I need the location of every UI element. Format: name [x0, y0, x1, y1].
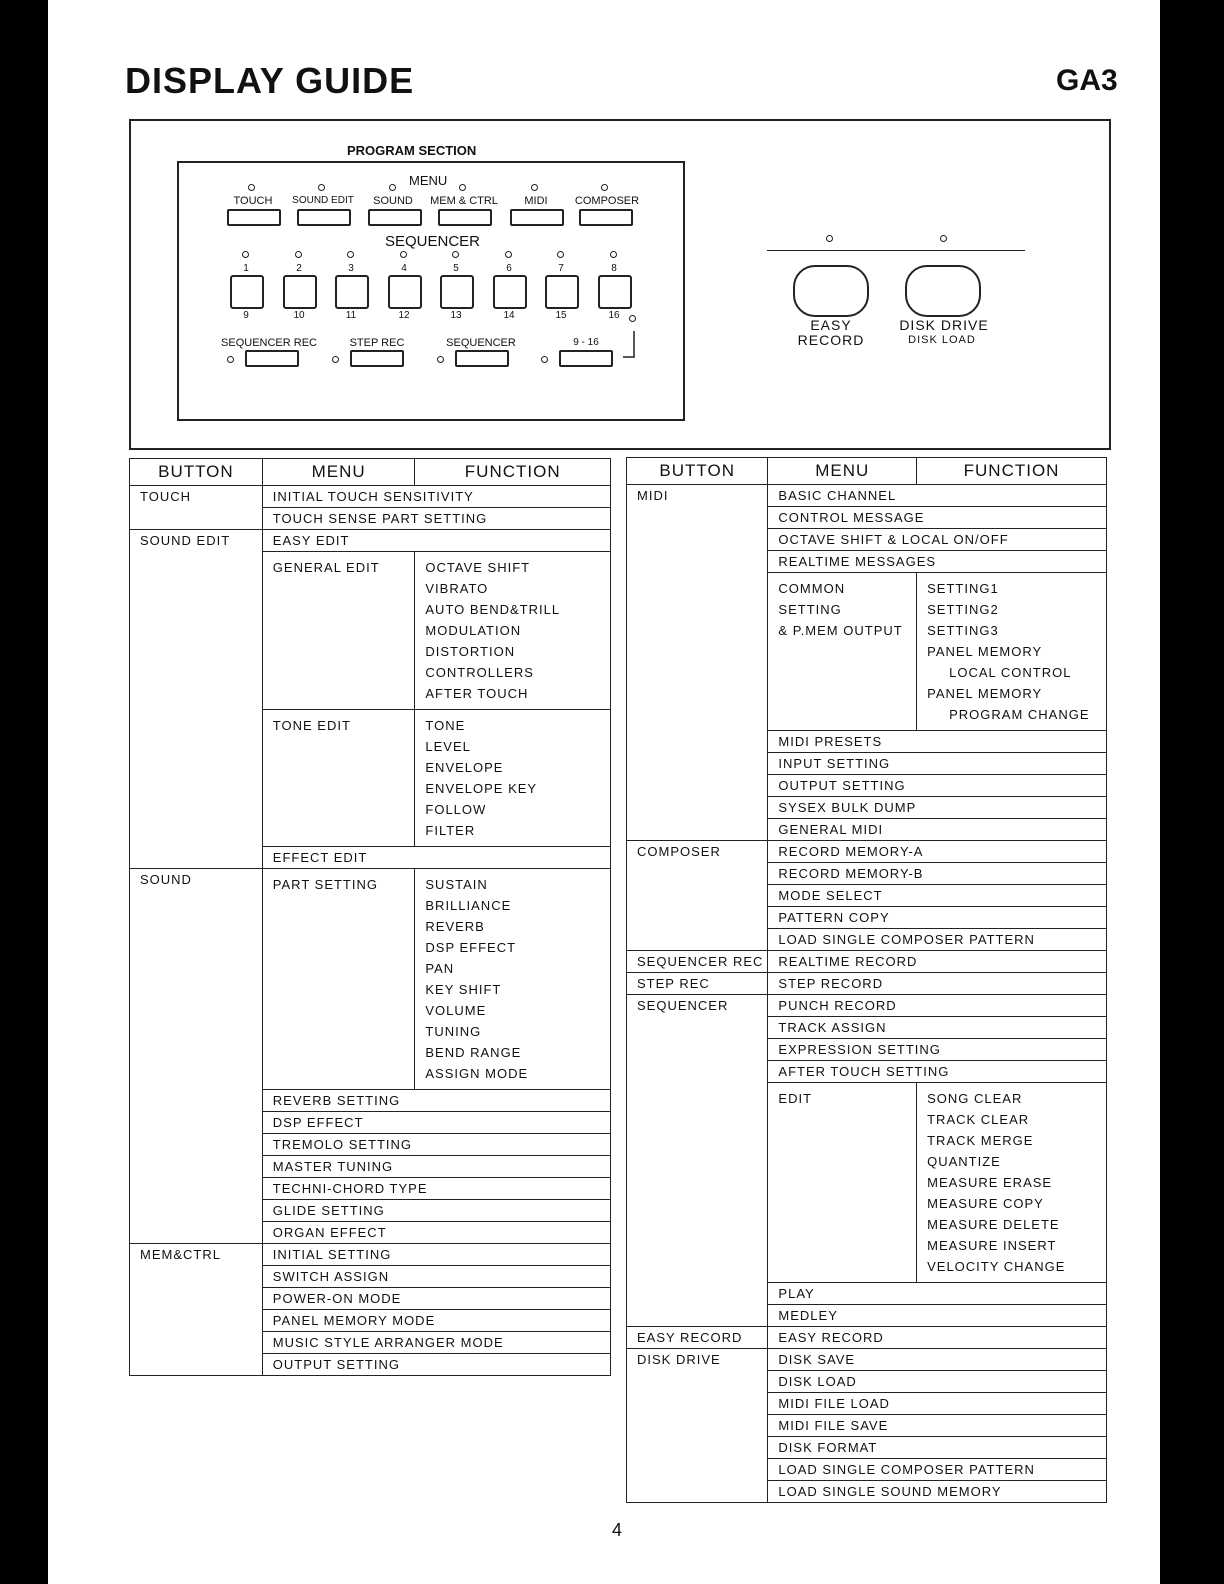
track-9-16-led — [629, 315, 636, 322]
menu-item: EXPRESSION SETTING — [768, 1039, 1107, 1061]
function-item: MEASURE ERASE — [927, 1175, 1053, 1190]
menu-item: EASY EDIT — [262, 530, 610, 552]
button-easy-record: EASY RECORD — [627, 1327, 768, 1349]
step-rec-led — [332, 356, 339, 363]
midi-led — [531, 184, 538, 191]
mem-ctrl-button-label: MEM & CTRL — [430, 195, 498, 207]
program-section-box — [177, 161, 685, 421]
menu-item: INITIAL SETTING — [262, 1244, 610, 1266]
track-label-3: 3 — [348, 263, 354, 274]
menu-item: BASIC CHANNEL — [768, 485, 1107, 507]
touch-button-label: TOUCH — [233, 195, 273, 207]
menu-item: SYSEX BULK DUMP — [768, 797, 1107, 819]
function-item: SETTING2 — [927, 602, 999, 617]
menu-item: MEDLEY — [768, 1305, 1107, 1327]
track-label-7: 7 — [558, 263, 564, 274]
menu-item: MODE SELECT — [768, 885, 1107, 907]
sequencer-rec-button[interactable] — [245, 350, 299, 367]
sound-led — [389, 184, 396, 191]
menu-item: EDIT — [768, 1083, 917, 1283]
function-item: CONTROLLERS — [425, 665, 534, 680]
track-5-13-button[interactable] — [440, 275, 474, 309]
function-item: KEY SHIFT — [425, 982, 502, 997]
menu-item: MUSIC STYLE ARRANGER MODE — [262, 1332, 610, 1354]
function-item: PROGRAM CHANGE — [949, 707, 1090, 722]
composer-button[interactable] — [579, 209, 633, 226]
menu-item: EASY RECORD — [768, 1327, 1107, 1349]
sound-edit-led — [318, 184, 325, 191]
left-guide-table — [129, 458, 611, 1376]
menu-item: REALTIME RECORD — [768, 951, 1107, 973]
menu-item: STEP RECORD — [768, 973, 1107, 995]
nine-sixteen-led — [541, 356, 548, 363]
track-label-15: 15 — [555, 310, 567, 321]
disk-load-label: DISK LOAD — [908, 334, 976, 346]
track-8-16-button[interactable] — [598, 275, 632, 309]
mem-ctrl-button[interactable] — [438, 209, 492, 226]
nine-sixteen-button[interactable] — [559, 350, 613, 367]
button-sequencer: SEQUENCER — [627, 995, 768, 1327]
easy-record-led — [826, 235, 833, 242]
sequencer-label: SEQUENCER — [385, 233, 481, 250]
track-label-9: 9 — [243, 310, 249, 321]
menu-item: GLIDE SETTING — [262, 1200, 610, 1222]
menu-item: GENERAL EDIT — [262, 552, 415, 710]
menu-item: MIDI FILE LOAD — [768, 1393, 1107, 1415]
function-item: MEASURE INSERT — [927, 1238, 1057, 1253]
track-label-2: 2 — [296, 263, 302, 274]
nine-sixteen-label: 9 - 16 — [573, 337, 599, 348]
track-4-led — [400, 251, 407, 258]
function-item: QUANTIZE — [927, 1154, 1001, 1169]
right-guide-table — [626, 457, 1107, 1503]
button-mem-ctrl: MEM&CTRL — [130, 1244, 263, 1376]
function-item: BEND RANGE — [425, 1045, 522, 1060]
menu-item: PART SETTING — [262, 869, 415, 1090]
sequencer-rec-label: SEQUENCER REC — [221, 337, 317, 349]
header-function: FUNCTION — [917, 458, 1107, 485]
function-item: SONG CLEAR — [927, 1091, 1023, 1106]
composer-led — [601, 184, 608, 191]
function-item: ASSIGN MODE — [425, 1066, 529, 1081]
model-name: GA3 — [1056, 64, 1118, 97]
function-item: LEVEL — [425, 739, 471, 754]
midi-button[interactable] — [510, 209, 564, 226]
function-item: TRACK CLEAR — [927, 1112, 1030, 1127]
midi-button-label: MIDI — [524, 195, 548, 207]
function-item: TUNING — [425, 1024, 482, 1039]
menu-item: REVERB SETTING — [262, 1090, 610, 1112]
menu-item-common-setting — [768, 573, 917, 731]
function-item: PANEL MEMORY — [927, 644, 1043, 659]
button-composer: COMPOSER — [627, 841, 768, 951]
menu-item: GENERAL MIDI — [768, 819, 1107, 841]
button-step-rec: STEP REC — [627, 973, 768, 995]
track-6-14-button[interactable] — [493, 275, 527, 309]
menu-item: DISK LOAD — [768, 1371, 1107, 1393]
track-label-1: 1 — [243, 263, 249, 274]
function-item: SETTING1 — [927, 581, 999, 596]
track-3-11-button[interactable] — [335, 275, 369, 309]
menu-item: ORGAN EFFECT — [262, 1222, 610, 1244]
track-1-led — [242, 251, 249, 258]
track-label-11: 11 — [345, 310, 357, 321]
function-item: TONE — [425, 718, 466, 733]
track-label-6: 6 — [506, 263, 512, 274]
sequencer-button-label: SEQUENCER — [446, 337, 516, 349]
disk-drive-led — [940, 235, 947, 242]
header-button: BUTTON — [627, 458, 768, 485]
menu-item: TONE EDIT — [262, 710, 415, 847]
function-list — [917, 1083, 1107, 1283]
menu-item: TRACK ASSIGN — [768, 1017, 1107, 1039]
menu-item: RECORD MEMORY-A — [768, 841, 1107, 863]
menu-item: PANEL MEMORY MODE — [262, 1310, 610, 1332]
track-6-led — [505, 251, 512, 258]
easy-label: EASY — [810, 317, 852, 333]
function-item: SUSTAIN — [425, 877, 488, 892]
menu-item: SWITCH ASSIGN — [262, 1266, 610, 1288]
function-item: DISTORTION — [425, 644, 516, 659]
divider-line — [767, 250, 1025, 251]
menu-item: INPUT SETTING — [768, 753, 1107, 775]
page-number: 4 — [612, 1520, 623, 1540]
menu-item: MASTER TUNING — [262, 1156, 610, 1178]
touch-led — [248, 184, 255, 191]
menu-item: TECHNI-CHORD TYPE — [262, 1178, 610, 1200]
button-midi: MIDI — [627, 485, 768, 841]
sequencer-rec-led — [227, 356, 234, 363]
sequencer-led — [437, 356, 444, 363]
function-item: AUTO BEND&TRILL — [425, 602, 561, 617]
menu-item: EFFECT EDIT — [262, 847, 610, 869]
function-item: ENVELOPE — [425, 760, 504, 775]
track-label-12: 12 — [398, 310, 410, 321]
menu-item: DISK SAVE — [768, 1349, 1107, 1371]
sound-button-label: SOUND — [373, 195, 413, 207]
menu-item: PLAY — [768, 1283, 1107, 1305]
function-item: DSP EFFECT — [425, 940, 517, 955]
menu-item: OCTAVE SHIFT & LOCAL ON/OFF — [768, 529, 1107, 551]
function-list — [415, 710, 611, 847]
function-item: AFTER TOUCH — [425, 686, 529, 701]
function-item: TRACK MERGE — [927, 1133, 1034, 1148]
menu-item: OUTPUT SETTING — [262, 1354, 610, 1376]
track-label-13: 13 — [450, 310, 462, 321]
menu-line: COMMON SETTING — [778, 581, 846, 617]
menu-item: LOAD SINGLE COMPOSER PATTERN — [768, 1459, 1107, 1481]
menu-item: PATTERN COPY — [768, 907, 1107, 929]
scan-edge-left — [0, 0, 48, 1584]
sound-button[interactable] — [368, 209, 422, 226]
function-item: PAN — [425, 961, 455, 976]
menu-item: MIDI FILE SAVE — [768, 1415, 1107, 1437]
track-label-10: 10 — [293, 310, 305, 321]
track-8-led — [610, 251, 617, 258]
button-sound: SOUND — [130, 869, 263, 1244]
menu-item: TREMOLO SETTING — [262, 1134, 610, 1156]
track-2-led — [295, 251, 302, 258]
function-item: MEASURE DELETE — [927, 1217, 1060, 1232]
function-item: MODULATION — [425, 623, 522, 638]
function-item: ENVELOPE KEY FOLLOW — [425, 781, 537, 817]
function-item: PANEL MEMORY — [927, 686, 1043, 701]
button-sound-edit: SOUND EDIT — [130, 530, 263, 869]
bracket-line — [619, 327, 639, 367]
header-button: BUTTON — [130, 459, 263, 486]
menu-item: PUNCH RECORD — [768, 995, 1107, 1017]
track-label-8: 8 — [611, 263, 617, 274]
easy-record-button[interactable] — [793, 265, 869, 317]
step-rec-label: STEP REC — [349, 337, 405, 349]
disk-drive-button[interactable] — [905, 265, 981, 317]
button-touch: TOUCH — [130, 486, 263, 530]
header-menu: MENU — [262, 459, 415, 486]
track-label-5: 5 — [453, 263, 459, 274]
header-function: FUNCTION — [415, 459, 611, 486]
function-item: REVERB — [425, 919, 485, 934]
menu-label: MENU — [409, 173, 448, 188]
track-5-led — [452, 251, 459, 258]
track-label-4: 4 — [401, 263, 407, 274]
disk-drive-label: DISK DRIVE — [899, 317, 989, 333]
function-item: VOLUME — [425, 1003, 487, 1018]
menu-item: RECORD MEMORY-B — [768, 863, 1107, 885]
track-2-10-button[interactable] — [283, 275, 317, 309]
menu-item: DSP EFFECT — [262, 1112, 610, 1134]
touch-button[interactable] — [227, 209, 281, 226]
track-4-12-button[interactable] — [388, 275, 422, 309]
function-item: OCTAVE SHIFT — [425, 560, 531, 575]
sound-edit-button-label: SOUND EDIT — [292, 195, 354, 206]
menu-item: OUTPUT SETTING — [768, 775, 1107, 797]
menu-line: & P.MEM OUTPUT — [778, 623, 903, 638]
sequencer-button[interactable] — [455, 350, 509, 367]
track-7-15-button[interactable] — [545, 275, 579, 309]
function-item: FILTER — [425, 823, 476, 838]
menu-item: AFTER TOUCH SETTING — [768, 1061, 1107, 1083]
button-disk-drive: DISK DRIVE — [627, 1349, 768, 1503]
function-list — [415, 552, 611, 710]
menu-item: REALTIME MESSAGES — [768, 551, 1107, 573]
function-item: LOCAL CONTROL — [949, 665, 1072, 680]
menu-item: DISK FORMAT — [768, 1437, 1107, 1459]
program-section-label: PROGRAM SECTION — [347, 143, 477, 158]
page-title: DISPLAY GUIDE — [125, 60, 415, 101]
menu-item: LOAD SINGLE SOUND MEMORY — [768, 1481, 1107, 1503]
menu-item: POWER-ON MODE — [262, 1288, 610, 1310]
panel-diagram — [129, 119, 1111, 450]
menu-item: LOAD SINGLE COMPOSER PATTERN — [768, 929, 1107, 951]
track-label-14: 14 — [503, 310, 515, 321]
function-item: SETTING3 — [927, 623, 999, 638]
record-label: RECORD — [797, 332, 865, 348]
menu-item: TOUCH SENSE PART SETTING — [262, 508, 610, 530]
menu-item: CONTROL MESSAGE — [768, 507, 1107, 529]
track-7-led — [557, 251, 564, 258]
track-label-16: 16 — [608, 310, 620, 321]
function-item: VIBRATO — [425, 581, 489, 596]
menu-item: MIDI PRESETS — [768, 731, 1107, 753]
scan-edge-right — [1160, 0, 1224, 1584]
function-item: BRILLIANCE — [425, 898, 512, 913]
mem-ctrl-led — [459, 184, 466, 191]
function-list — [917, 573, 1107, 731]
function-list — [415, 869, 611, 1090]
sound-edit-button[interactable] — [297, 209, 351, 226]
step-rec-button[interactable] — [350, 350, 404, 367]
composer-button-label: COMPOSER — [574, 195, 640, 207]
track-3-led — [347, 251, 354, 258]
button-sequencer-rec: SEQUENCER REC — [627, 951, 768, 973]
header-menu: MENU — [768, 458, 917, 485]
function-item: VELOCITY CHANGE — [927, 1259, 1066, 1274]
track-1-9-button[interactable] — [230, 275, 264, 309]
function-item: MEASURE COPY — [927, 1196, 1044, 1211]
menu-item: INITIAL TOUCH SENSITIVITY — [262, 486, 610, 508]
